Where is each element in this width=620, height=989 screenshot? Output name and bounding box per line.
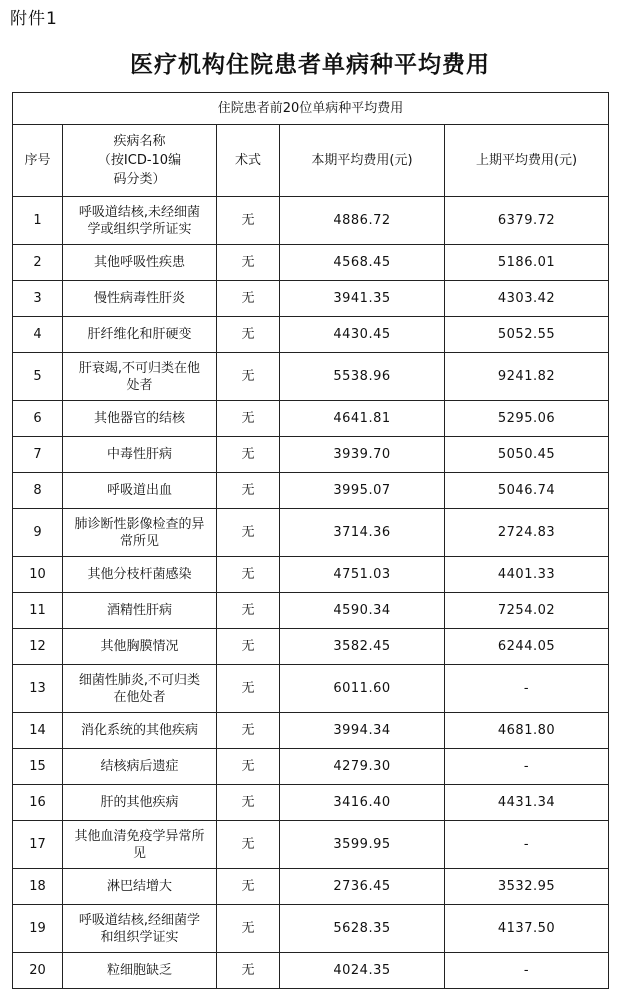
cell-seq: 17 (13, 821, 63, 869)
table-row (13, 869, 609, 905)
cell-previous-cost: 3532.95 (445, 869, 609, 905)
cell-current-cost: 3994.34 (280, 713, 445, 749)
table-row (13, 437, 609, 473)
cell-surgery: 无 (217, 353, 280, 401)
cell-disease-name (63, 281, 217, 317)
header-disease-name (63, 125, 217, 197)
cell-disease-name (63, 953, 217, 989)
table-row (13, 353, 609, 401)
cell-previous-cost: 5052.55 (445, 317, 609, 353)
cell-seq: 7 (13, 437, 63, 473)
cell-seq: 12 (13, 629, 63, 665)
cell-disease-name (63, 509, 217, 557)
cell-previous-cost: - (445, 665, 609, 713)
table-caption: 住院患者前20位单病种平均费用 (13, 93, 609, 125)
cell-surgery: 无 (217, 629, 280, 665)
cell-disease-name-line1: 肝纤维化和肝硬变 (87, 327, 192, 342)
cell-disease-name-line2: 常所见 (119, 533, 159, 549)
cell-surgery: 无 (217, 953, 280, 989)
cell-surgery: 无 (217, 593, 280, 629)
cell-previous-cost: 9241.82 (445, 353, 609, 401)
cell-current-cost: 3939.70 (280, 437, 445, 473)
cell-surgery: 无 (217, 749, 280, 785)
cell-current-cost: 3714.36 (280, 509, 445, 557)
cell-seq: 14 (13, 713, 63, 749)
cell-disease-name-line1: 粒细胞缺乏 (106, 963, 172, 978)
cell-previous-cost: 7254.02 (445, 593, 609, 629)
cell-disease-name (63, 353, 217, 401)
cell-surgery: 无 (217, 197, 280, 245)
cell-seq: 6 (13, 401, 63, 437)
cell-disease-name-line1: 结核病后遗症 (100, 759, 179, 774)
cell-disease-name-line1: 酒精性肝病 (106, 603, 172, 618)
cell-current-cost: 4024.35 (280, 953, 445, 989)
cell-seq: 16 (13, 785, 63, 821)
cell-disease-name-line1: 细菌性肺炎,不可归类 (78, 672, 201, 688)
attachment-label: 附件1 (10, 9, 58, 29)
table-row (13, 317, 609, 353)
table-row (13, 473, 609, 509)
cell-surgery: 无 (217, 509, 280, 557)
cell-previous-cost: 4431.34 (445, 785, 609, 821)
table-row (13, 953, 609, 989)
cell-current-cost: 4430.45 (280, 317, 445, 353)
cell-disease-name (63, 245, 217, 281)
cell-disease-name (63, 629, 217, 665)
cell-disease-name-line1: 其他器官的结核 (93, 411, 185, 426)
cell-current-cost: 5628.35 (280, 905, 445, 953)
cell-disease-name (63, 785, 217, 821)
cell-disease-name-line1: 其他分枝杆菌感染 (87, 567, 192, 582)
cell-current-cost: 6011.60 (280, 665, 445, 713)
cell-seq: 13 (13, 665, 63, 713)
table-header-row (13, 125, 609, 197)
cell-disease-name-line1: 呼吸道结核,经细菌学 (78, 912, 201, 928)
cell-disease-name (63, 473, 217, 509)
table-row (13, 593, 609, 629)
cell-disease-name-line1: 肝的其他疾病 (100, 795, 179, 810)
header-previous-cost: 上期平均费用(元) (445, 125, 609, 197)
cell-disease-name (63, 197, 217, 245)
cell-current-cost: 5538.96 (280, 353, 445, 401)
cell-previous-cost: 4303.42 (445, 281, 609, 317)
cell-disease-name-line1: 中毒性肝病 (106, 447, 172, 462)
table-row (13, 665, 609, 713)
cell-disease-name (63, 401, 217, 437)
cell-previous-cost: - (445, 953, 609, 989)
cell-disease-name (63, 557, 217, 593)
cell-surgery: 无 (217, 245, 280, 281)
cell-previous-cost: 5295.06 (445, 401, 609, 437)
table-row (13, 749, 609, 785)
cell-disease-name (63, 437, 217, 473)
cell-current-cost: 3416.40 (280, 785, 445, 821)
cell-current-cost: 3582.45 (280, 629, 445, 665)
cell-current-cost: 4641.81 (280, 401, 445, 437)
cell-disease-name (63, 665, 217, 713)
cell-seq: 19 (13, 905, 63, 953)
cell-previous-cost: 6244.05 (445, 629, 609, 665)
table-row (13, 821, 609, 869)
cell-previous-cost: 5186.01 (445, 245, 609, 281)
cell-disease-name-line2: 处者 (126, 377, 153, 393)
header-current-cost: 本期平均费用(元) (280, 125, 445, 197)
cell-previous-cost: 5050.45 (445, 437, 609, 473)
cell-seq: 3 (13, 281, 63, 317)
cell-surgery: 无 (217, 281, 280, 317)
cell-surgery: 无 (217, 869, 280, 905)
table-row (13, 629, 609, 665)
table-row (13, 401, 609, 437)
cell-disease-name-line1: 消化系统的其他疾病 (80, 723, 198, 738)
table-row (13, 509, 609, 557)
cell-current-cost: 3599.95 (280, 821, 445, 869)
cell-seq: 9 (13, 509, 63, 557)
cell-disease-name (63, 317, 217, 353)
cell-current-cost: 3995.07 (280, 473, 445, 509)
table-row (13, 785, 609, 821)
cell-disease-name-line2: 在他处者 (113, 689, 166, 705)
cell-seq: 1 (13, 197, 63, 245)
cell-seq: 4 (13, 317, 63, 353)
cell-disease-name (63, 905, 217, 953)
cell-seq: 5 (13, 353, 63, 401)
table-row (13, 197, 609, 245)
cell-current-cost: 4886.72 (280, 197, 445, 245)
cell-disease-name (63, 821, 217, 869)
cell-disease-name (63, 869, 217, 905)
cell-previous-cost: 4681.80 (445, 713, 609, 749)
table-row (13, 713, 609, 749)
cell-disease-name-line2: 见 (132, 845, 146, 861)
cell-surgery: 无 (217, 473, 280, 509)
cell-seq: 15 (13, 749, 63, 785)
cell-seq: 2 (13, 245, 63, 281)
table-row (13, 281, 609, 317)
table-row (13, 905, 609, 953)
cell-surgery: 无 (217, 785, 280, 821)
cell-previous-cost: - (445, 821, 609, 869)
cell-previous-cost: 2724.83 (445, 509, 609, 557)
cell-disease-name-line1: 慢性病毒性肝炎 (93, 291, 185, 306)
cell-previous-cost: 4137.50 (445, 905, 609, 953)
table-row (13, 245, 609, 281)
cell-disease-name-line1: 淋巴结增大 (106, 879, 172, 894)
header-disease-name-line3: 码分类） (113, 172, 166, 187)
cell-previous-cost: 5046.74 (445, 473, 609, 509)
table-caption-row (13, 93, 609, 125)
cell-seq: 18 (13, 869, 63, 905)
cell-surgery: 无 (217, 905, 280, 953)
page-title: 医疗机构住院患者单病种平均费用 (130, 52, 490, 78)
cell-disease-name-line1: 其他呼吸性疾患 (93, 255, 185, 270)
cell-surgery: 无 (217, 713, 280, 749)
cell-surgery: 无 (217, 317, 280, 353)
cell-current-cost: 4279.30 (280, 749, 445, 785)
cell-surgery: 无 (217, 557, 280, 593)
header-seq: 序号 (13, 125, 63, 197)
cell-current-cost: 4568.45 (280, 245, 445, 281)
cell-disease-name-line2: 和组织学证实 (100, 929, 179, 945)
header-disease-name-line1: 疾病名称 (113, 134, 166, 149)
cell-current-cost: 4590.34 (280, 593, 445, 629)
cell-disease-name-line1: 呼吸道出血 (106, 483, 172, 498)
table-row (13, 557, 609, 593)
cell-seq: 20 (13, 953, 63, 989)
cell-current-cost: 4751.03 (280, 557, 445, 593)
cell-previous-cost: 6379.72 (445, 197, 609, 245)
cell-disease-name (63, 593, 217, 629)
cell-seq: 10 (13, 557, 63, 593)
cell-disease-name-line1: 其他血清免疫学异常所 (74, 828, 205, 844)
cell-disease-name-line1: 其他胸膜情况 (100, 639, 179, 654)
cell-seq: 11 (13, 593, 63, 629)
cell-disease-name (63, 713, 217, 749)
cell-disease-name-line1: 肺诊断性影像检查的异 (74, 516, 205, 532)
cost-table (12, 92, 609, 989)
cell-surgery: 无 (217, 665, 280, 713)
cell-disease-name-line1: 呼吸道结核,未经细菌 (78, 204, 201, 220)
cell-surgery: 无 (217, 401, 280, 437)
header-disease-name-line2: （按ICD-10编 (97, 153, 182, 168)
cell-disease-name-line2: 学或组织学所证实 (87, 221, 192, 237)
cell-disease-name-line1: 肝衰竭,不可归类在他 (78, 360, 201, 376)
cell-current-cost: 2736.45 (280, 869, 445, 905)
cell-previous-cost: - (445, 749, 609, 785)
cell-seq: 8 (13, 473, 63, 509)
cell-disease-name (63, 749, 217, 785)
header-surgery: 术式 (217, 125, 280, 197)
cell-previous-cost: 4401.33 (445, 557, 609, 593)
cell-current-cost: 3941.35 (280, 281, 445, 317)
cell-surgery: 无 (217, 821, 280, 869)
cell-surgery: 无 (217, 437, 280, 473)
